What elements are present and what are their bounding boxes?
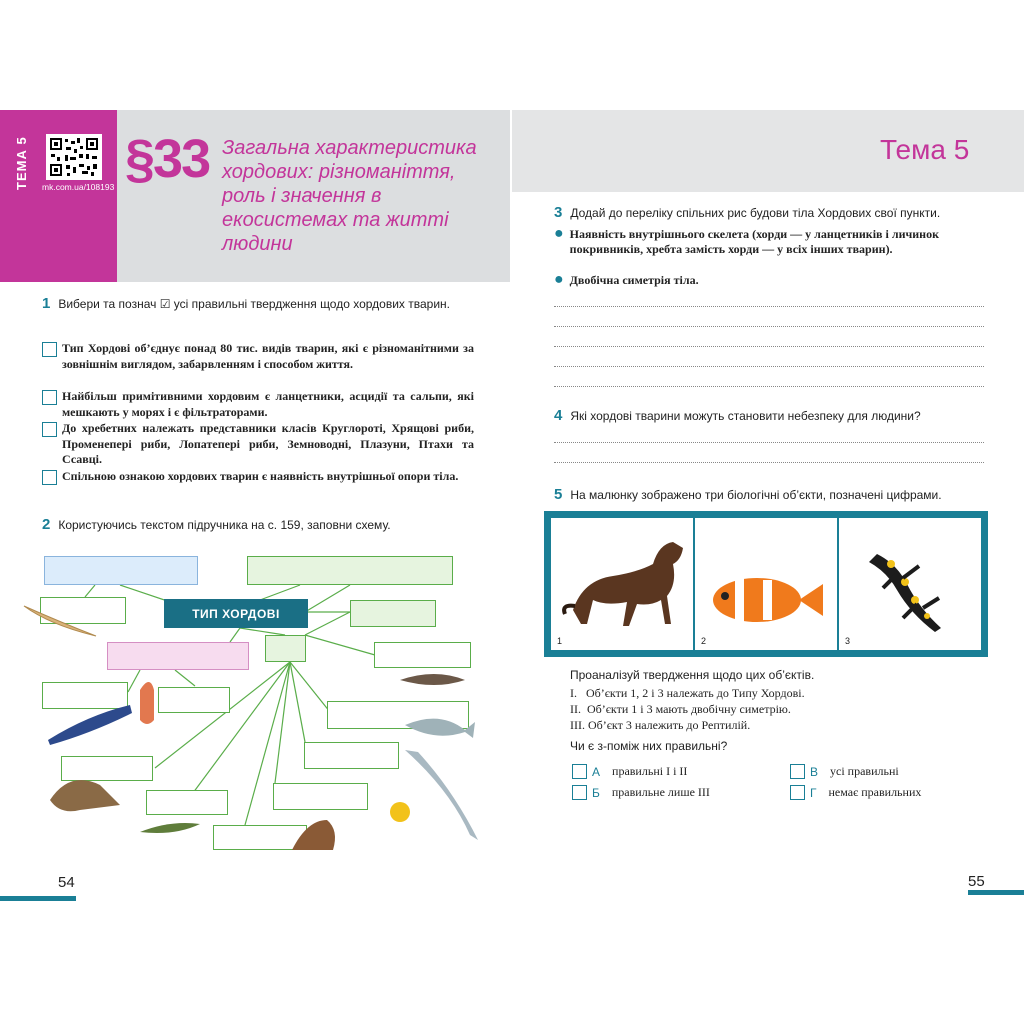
checkbox[interactable] (790, 785, 805, 800)
image-cell-salamander (837, 518, 981, 650)
salamander-icon (839, 518, 979, 646)
qr-code-icon[interactable] (46, 134, 102, 180)
checkbox[interactable] (790, 764, 805, 779)
fish-eel-icon (400, 674, 465, 685)
scheme-box[interactable] (350, 600, 436, 627)
checkbox[interactable] (572, 785, 587, 800)
lamprey-icon (48, 705, 132, 745)
ascidian-icon (140, 682, 154, 724)
page-bar-left (0, 896, 76, 901)
scheme-box[interactable] (327, 701, 469, 729)
bullet-icon: ● (554, 271, 564, 288)
page-bar-right (968, 890, 1024, 895)
scheme-box[interactable] (304, 742, 399, 769)
task2-prompt (42, 517, 472, 533)
theme-title-right: Тема 5 (880, 134, 970, 165)
answer-line[interactable] (554, 462, 984, 463)
task3-prompt (554, 205, 986, 221)
scheme-box[interactable] (273, 783, 368, 810)
option-text: усі правильні (830, 764, 899, 778)
task3-bullet-2 (554, 273, 986, 288)
scheme-box[interactable] (146, 790, 228, 815)
statement-2: II. Об’єкти 1 і 3 мають двобічну симетрію. (570, 702, 791, 716)
answer-option-v[interactable] (790, 764, 899, 779)
task2-text: Користуючись текстом підручника на с. 159, заповни схему. (58, 518, 391, 532)
answer-line[interactable] (554, 306, 984, 307)
lesson-title: Загальна характеристика хордових: різноманіття, роль і значення в екосистемах та житті людини (222, 137, 477, 255)
checkbox[interactable] (42, 422, 57, 437)
image-label: 3 (845, 636, 851, 646)
scheme-box-pink[interactable] (107, 642, 249, 670)
option-text: правильні I і II (612, 764, 688, 778)
task4-number: 4 (554, 407, 563, 424)
checkbox[interactable] (42, 390, 57, 405)
task5-question: Чи є з-поміж них правильні? (570, 739, 728, 753)
task2-number: 2 (42, 516, 51, 533)
image-label: 2 (701, 636, 707, 646)
task1-prompt (42, 296, 472, 312)
option-letter: В (810, 764, 819, 779)
task1-option-3[interactable] (42, 421, 474, 468)
task3-bullet-text: Двобічна симетрія тіла. (569, 273, 699, 287)
task1-option-text: До хребетних належать представники класів Круглороті, Хрящові риби, Променепері риби, Лопатепері риби, Земноводні, Плазуни, Птахи та Ссавці. (62, 421, 474, 466)
bullet-icon: ● (554, 225, 564, 242)
scheme-box[interactable] (374, 642, 471, 668)
task4-text: Які хордові тварини можуть становити небезпеку для людини? (570, 409, 921, 423)
horse-icon (551, 518, 691, 646)
task1-option-1[interactable] (42, 341, 474, 372)
task5-prompt (554, 487, 986, 503)
bird-icon (50, 780, 120, 811)
shark-icon (405, 750, 478, 840)
qr-url[interactable]: mk.com.ua/108193 (42, 182, 115, 192)
answer-line[interactable] (554, 366, 984, 367)
task5-number: 5 (554, 486, 563, 503)
answer-line[interactable] (554, 346, 984, 347)
frog-icon (390, 802, 410, 822)
image-strip (551, 518, 981, 650)
task5-text: На малюнку зображено три біологічні об’єкти, позначені цифрами. (570, 488, 942, 502)
scheme-box[interactable] (40, 597, 126, 624)
answer-option-g[interactable] (790, 785, 921, 800)
answer-option-a[interactable] (572, 764, 687, 779)
checkbox[interactable] (572, 764, 587, 779)
scheme-center: ТИП ХОРДОВІ (164, 599, 308, 628)
answer-option-b[interactable] (572, 785, 710, 800)
image-cell-fish (693, 518, 837, 650)
task1-option-text: Найбільш примітивними хордовим є ланцетники, асцидії та сальпи, які мешкають у морях і є фільтраторами. (62, 389, 474, 419)
task3-bullet-text: Наявність внутрішнього скелета (хорди — у ланцетників і личинок покривників, хребта замість хорди — у всіх інших тварин). (569, 227, 940, 256)
option-letter: А (592, 764, 601, 779)
paragraph-number: §33 (125, 129, 210, 189)
image-label: 1 (557, 636, 563, 646)
task1-option-4[interactable] (42, 469, 474, 485)
task1-text: Вибери та познач ☑ усі правильні твердження щодо хордових тварин. (58, 297, 450, 311)
option-text: немає правильних (828, 785, 922, 799)
task3-bullet-1 (554, 227, 986, 257)
task3-number: 3 (554, 204, 563, 221)
task3-text: Додай до переліку спільних рис будови тіла Хордових свої пункти. (570, 206, 941, 220)
lizard-icon (140, 823, 200, 833)
scheme-box[interactable] (265, 635, 306, 662)
answer-line[interactable] (554, 442, 984, 443)
checkbox[interactable] (42, 470, 57, 485)
task1-option-text: Тип Хордові об’єднує понад 80 тис. видів тварин, які є різноманітними за зовнішнім виглядом, забарвленням і способом життя. (62, 341, 474, 371)
answer-line[interactable] (554, 326, 984, 327)
option-text: правильне лише III (611, 785, 710, 799)
scheme-box-blue[interactable] (44, 556, 198, 585)
task1-option-2[interactable] (42, 389, 474, 420)
task5-analyze: Проаналізуй твердження щодо цих об’єктів. (570, 668, 815, 682)
page-number-left: 54 (58, 874, 75, 891)
statement-3: III. Об’єкт 3 належить до Рептилій. (570, 718, 751, 732)
option-letter: Г (810, 785, 817, 800)
task4-prompt (554, 408, 986, 424)
task1-number: 1 (42, 295, 51, 312)
scheme-box[interactable] (213, 825, 307, 850)
clownfish-icon (695, 518, 835, 646)
option-letter: Б (592, 785, 600, 800)
page-number-right: 55 (968, 873, 985, 890)
image-cell-horse (551, 518, 693, 650)
scheme-box[interactable] (158, 687, 230, 713)
scheme-box[interactable] (42, 682, 128, 709)
answer-line[interactable] (554, 386, 984, 387)
task1-option-text: Спільною ознакою хордових тварин є наявність внутрішньої опори тіла. (62, 469, 459, 483)
scheme-box-top[interactable] (247, 556, 453, 585)
checkbox[interactable] (42, 342, 57, 357)
statement-1: I. Об’єкти 1, 2 і 3 належать до Типу Хордові. (570, 686, 805, 700)
scheme-box[interactable] (61, 756, 153, 781)
theme-vertical-label: ТЕМА 5 (14, 136, 29, 190)
